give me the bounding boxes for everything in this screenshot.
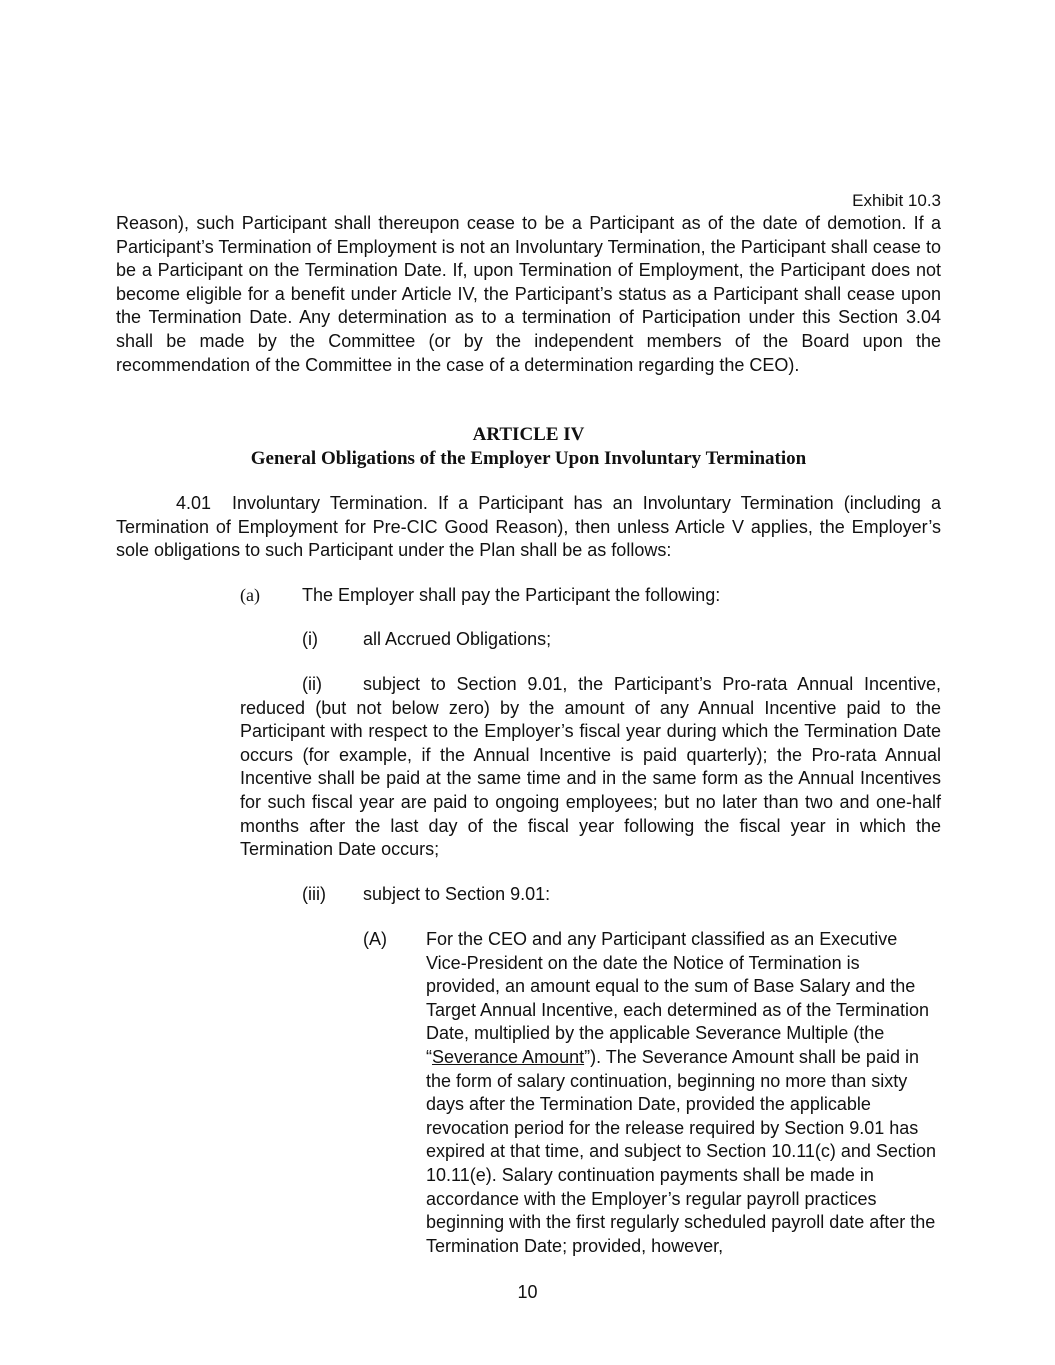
section-4-01-number: 4.01 xyxy=(176,493,212,513)
clause-a-text: The Employer shall pay the Participant the following: xyxy=(302,585,721,605)
clause-a-label: (a) xyxy=(240,585,260,605)
clause-A-paragraph xyxy=(426,928,938,1258)
section-3-04-continued-paragraph: Reason), such Participant shall thereupon cease to be a Participant as of the date of demotion. If a Participant’s Termination of Employment is not an Involuntary Termination, the Participant shall cease to be a Participant on the Termination Date. If, upon Termination of Employment, the Participant does not become eligible for a benefit under Article IV, the Participant’s status as a Participant shall cease upon the Termination Date. Any determination as to a termination of Participation under this Section 3.04 shall be made by the Committee (or by the independent members of the Board upon the recommendation of the Committee in the case of a determination regarding the CEO). xyxy=(116,213,941,375)
severance-amount-defined-term: Severance Amount xyxy=(432,1046,585,1067)
article-title: ARTICLE IV xyxy=(472,424,585,445)
clause-ii-label: (ii) xyxy=(302,674,322,694)
page-number: 10 xyxy=(517,1282,538,1302)
exhibit-label: Exhibit 10.3 xyxy=(852,191,941,210)
clause-ii-paragraph xyxy=(240,673,941,862)
section-4-01-text: Involuntary Termination. If a Participant has an Involuntary Termination (including a Termination of Employment for Pre-CIC Good Reason), then unless Article V applies, the Employer’s sole obligations to such Participant under the Plan shall be as follows: xyxy=(116,493,941,561)
clause-i-label: (i) xyxy=(302,629,318,649)
clause-A-label: (A) xyxy=(363,929,387,949)
article-subtitle: General Obligations of the Employer Upon Involuntary Termination xyxy=(250,448,807,469)
clause-iii-label: (iii) xyxy=(302,884,326,904)
clause-A-text-after: ”). The Severance Amount shall be paid in the form of salary continuation, beginning no more than sixty days after the Termination Date, provided the applicable revocation period for the release required by Section 9.01 has expired at that time, and subject to Section 10.11(c) and Section 10.11(e). Salary continuation payments shall be made in accordance with the Employer’s regular payroll practices beginning with the first regularly scheduled payroll date after the Termination Date; provided, however, xyxy=(426,1046,936,1256)
section-4-01-paragraph xyxy=(116,492,941,563)
clause-ii-text: subject to Section 9.01, the Participant’s Pro-rata Annual Incentive, reduced (but not below zero) by the amount of any Annual Incentive paid to the Participant with respect to the Employer’s fiscal year during which the Termination Date occurs (for example, if the Annual Incentive is paid quarterly); the Pro-rata Annual Incentive shall be paid at the same time and in the same form as the Annual Incentives for such fiscal year are paid to ongoing employees; but no later than two and one-half months after the last day of the fiscal year following the fiscal year in which the Termination Date occurs; xyxy=(240,674,941,860)
clause-iii-text: subject to Section 9.01: xyxy=(363,884,551,904)
clause-i-text: all Accrued Obligations; xyxy=(363,629,552,649)
clause-A-text-before: For the CEO and any Participant classified as an Executive Vice-President on the date the Notice of Termination is provided, an amount equal to the sum of Base Salary and the Target Annual Incentive, each determined as of the Termination Date, multiplied by the applicable Severance Multiple (the “ xyxy=(426,929,929,1067)
